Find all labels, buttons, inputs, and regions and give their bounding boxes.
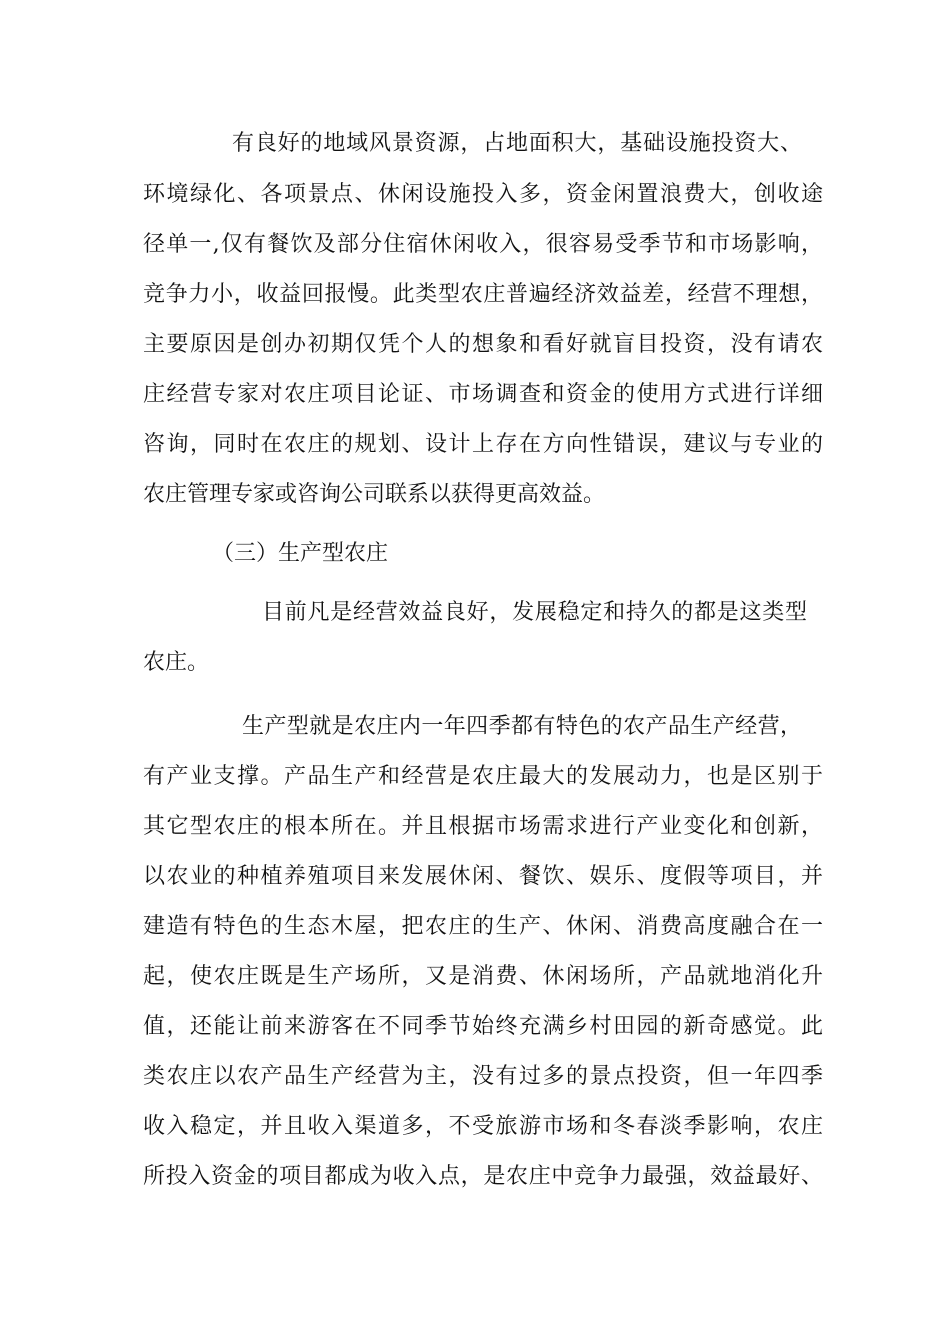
paragraph-3-line: 收入稳定，并且收入渠道多，不受旅游市场和冬春淡季影响，农庄 — [143, 1114, 823, 1139]
paragraph-3-line: 所投入资金的项目都成为收入点，是农庄中竞争力最强，效益最好、 — [143, 1164, 823, 1189]
paragraph-3-line: 生产型就是农庄内一年四季都有特色的农产品生产经营， — [242, 714, 802, 739]
paragraph-3-line: 类农庄以农产品生产经营为主，没有过多的景点投资，但一年四季 — [143, 1064, 823, 1089]
paragraph-1-line: 庄经营专家对农庄项目论证、市场调查和资金的使用方式进行详细 — [143, 382, 823, 407]
paragraph-3-line: 以农业的种植养殖项目来发展休闲、餐饮、娱乐、度假等项目，并 — [143, 864, 823, 889]
paragraph-1-line: 农庄管理专家或咨询公司联系以获得更高效益。 — [143, 482, 606, 507]
paragraph-2-line: 目前凡是经营效益良好，发展稳定和持久的都是这类型 — [262, 600, 807, 625]
paragraph-1-line: 有良好的地域风景资源，占地面积大，基础设施投资大、 — [232, 131, 802, 156]
section-heading: （三）生产型农庄 — [212, 541, 389, 566]
paragraph-3-line: 其它型农庄的根本所在。并且根据市场需求进行产业变化和创新， — [143, 814, 823, 839]
paragraph-1-line: 环境绿化、各项景点、休闲设施投入多，资金闲置浪费大，创收途 — [143, 182, 823, 207]
paragraph-2-line: 农庄。 — [143, 650, 210, 675]
paragraph-3-line: 值，还能让前来游客在不同季节始终充满乡村田园的新奇感觉。此 — [143, 1014, 823, 1039]
paragraph-1-line: 主要原因是创办初期仅凭个人的想象和看好就盲目投资，没有请农 — [143, 332, 823, 357]
paragraph-3-line: 起，使农庄既是生产场所，又是消费、休闲场所，产品就地消化升 — [143, 964, 823, 989]
paragraph-3-line: 有产业支撑。产品生产和经营是农庄最大的发展动力，也是区别于 — [143, 764, 823, 789]
paragraph-3-line: 建造有特色的生态木屋，把农庄的生产、休闲、消费高度融合在一 — [143, 914, 823, 939]
paragraph-1-line: 径单一,仅有餐饮及部分住宿休闲收入，很容易受季节和市场影响， — [143, 232, 823, 257]
paragraph-1-line: 竞争力小，收益回报慢。此类型农庄普遍经济效益差，经营不理想， — [143, 282, 823, 307]
paragraph-1-line: 咨询，同时在农庄的规划、设计上存在方向性错误，建议与专业的 — [143, 432, 823, 457]
